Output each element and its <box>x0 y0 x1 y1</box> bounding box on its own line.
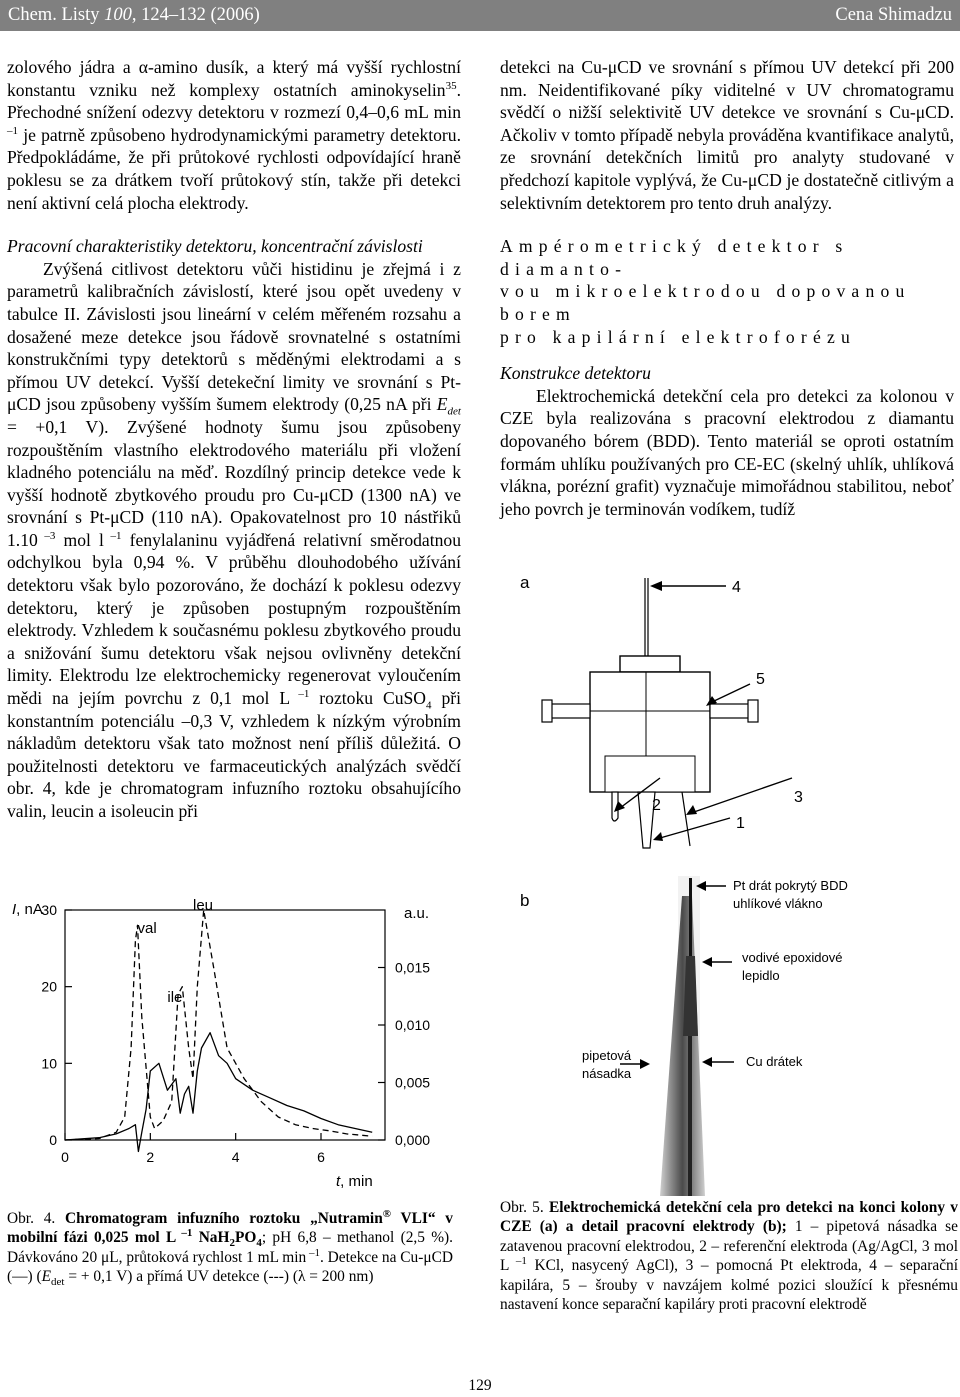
right-paragraph-1: detekci na Cu-μCD ve srovnání s přímou UV detekcí při 200 nm. Neidentifikované píky viditelné v UV chromatogramu svědčí o nižší selektivitě UV detekce ve srovnání s Cu-μCD. Ačkoliv v tomto případě nebyla prováděna kvantifikace analytů, ze srovnání detekčních limitů pro analyty studované v předchozí kapitole vyplývá, že Cu-μCD je dostatečně citlivým a selektivním detektorem pro tento druh analýzy. <box>500 57 954 213</box>
screw-right <box>710 704 750 718</box>
series-layer <box>65 910 372 1152</box>
screw-left <box>550 704 590 718</box>
callout-carbon-fiber: uhlíkové vlákno <box>733 896 823 911</box>
y2-tick-label-1: 0,005 <box>395 1074 431 1091</box>
callout-4: 4 <box>732 579 741 596</box>
figure-5b-electrode-detail <box>500 866 960 1196</box>
electrolyte-reservoir <box>605 756 695 792</box>
axis-ticks <box>41 902 430 1165</box>
x-tick-label-1: 2 <box>146 1149 155 1165</box>
callout-pipette-line1: pipetová <box>582 1048 632 1063</box>
x-tick-label-3: 6 <box>317 1149 325 1165</box>
panel-b-label: b <box>520 891 530 910</box>
y2-tick-label-0: 0,000 <box>395 1132 431 1148</box>
journal-reference: Chem. Listy 100, 124–132 (2006) <box>8 5 260 25</box>
auxiliary-electrode <box>682 792 690 846</box>
callout-epoxy-line1: vodivé epoxidové <box>742 950 843 965</box>
figure-4-chromatogram <box>0 880 460 1200</box>
page-number: 129 <box>468 1377 492 1394</box>
callout-pipette-line2: násadka <box>582 1066 632 1081</box>
left-paragraph-1: zolového jádra a α-amino dusík, a který má vyšší rychlostní konstantu vzniku než komplexy ostatních aminokyselin$^{35}$. Přechodné snížení odezvy detektoru v rozmezí 0,4–0,6 mL min $^{-1}$ je patrně způsobeno hydrodynamickými parametry detektoru. Předpokládáme, že při průtokové rychlosti odpovídající hraně poklesu se za drátkem tvoří průtokový stín, takže při detekci není aktivní celá plocha elektrody. <box>7 57 461 213</box>
y2-tick-label-3: 0,015 <box>395 959 431 976</box>
x-tick-label-0: 0 <box>61 1149 69 1165</box>
left-column <box>7 56 461 823</box>
page-header <box>0 0 960 31</box>
peak-annotations <box>138 897 213 1006</box>
subsection-heading-2: Konstrukce detektoru <box>500 363 651 384</box>
callout-2: 2 <box>652 797 661 814</box>
y-tick-label-0: 0 <box>49 1132 57 1148</box>
pt-wire-bdd <box>689 878 692 958</box>
panel-a-label: a <box>520 573 530 592</box>
callout-5: 5 <box>756 671 765 688</box>
y-tick-label-3: 30 <box>41 902 57 918</box>
x-axis-label: t, min <box>336 1173 373 1190</box>
y2-axis-label: a.u. <box>404 905 430 922</box>
peak-label-ile: ile <box>167 989 183 1006</box>
right-column <box>500 56 954 520</box>
cell-top-block <box>620 656 680 672</box>
peak-label-leu: leu <box>193 897 214 914</box>
cu-wire <box>688 1036 692 1196</box>
plot-area-frame <box>65 910 385 1140</box>
y-axis-label: I, nA <box>12 901 43 918</box>
subsection-heading: Pracovní charakteristiky detektoru, koncentrační závislosti <box>7 236 423 257</box>
y2-tick-label-2: 0,010 <box>395 1017 431 1033</box>
callout-cu-wire: Cu drátek <box>746 1054 803 1069</box>
y-tick-label-1: 10 <box>41 1055 57 1072</box>
figure-5a-detection-cell <box>500 556 960 856</box>
peak-label-val: val <box>137 920 157 937</box>
x-tick-label-2: 4 <box>231 1149 240 1165</box>
callout-1: 1 <box>736 815 745 832</box>
callout-pt-wire: Pt drát pokrytý BDD <box>733 878 848 893</box>
left-paragraph-2: Zvýšená citlivost detektoru vůči histidinu je zřejmá i z parametrů kalibračních závislostí, které jsou opět uvedeny v tabulce II. Závislosti jsou lineární v celém měřeném rozsahu a dosažené meze detekce jsou řádově srovnatelné s ostatními konstrukčními typy detektorů s měděnými elektrodami a s přímou UV detekcí. Vyšší detekeční limity ve srovnání s Pt-μCD jsou způsobeny vyšším šumem elektrody (0,25 nA při $E_{det} = +0,1$ V). Zvýšené hodnoty šumu jsou způsobeny rozpouštěním vlastního elektrodového materiálu při vložení kladného potenciálu na měď. Rozdílný princip detekce vede k vyšší hodnotě zbytkového proudu pro Cu-μCD (1300 nA) ve srovnání s Pt-μCD (110 nA). Opakovatelnost pro 10 nástřiků 1.10 $^{-3}$ mol l $^{-1}$ fenylalaninu vyjádřená relativní směrodatnou odchylkou byla 0,94 %. V průběhu dlouhodobého užívání detektoru však bylo pozorováno, že dochází k poklesu odezvy detektoru, který je způsoben postupným rozpouštěním elektrody. Vzhledem k současnému poklesu zbytkového proudu a snižování šumu detektoru však nejsou ovlivněny detekční limity. Elektrodu lze elektrochemicky regenerovat vyloučením mědi na jejím povrchu z 0,1 mol L $^{-1}$ roztoku CuSO$_4$ při konstantním potenciálu –0,3 V, vzhledem k nízkým výrobním nákladům detektoru však tato možnost není příliš důležitá. O použitelnosti detektoru ve farmaceutických analýzách svědčí obr. 4, kde je chromatogram infuzního roztoku obsahujícího valin, leucin a isoleucin při <box>7 258 461 821</box>
callout-epoxy-line2: lepidlo <box>742 968 780 983</box>
figure-4-caption: Obr. 4. Chromatogram infuzního roztoku „Nutramin® VLI“ v mobilní fázi 0,025 mol L $^{-1}$ $NaH_2PO_4$; pH 6,8 – methanol (2,5 %). Dávkováno 20 μL, průtoková rychlost 1 mL min $^{-1}$. Detekce na Cu-μCD (—) ($E_{det}$ = + 0,1 V) a přímá UV detekce (---) (λ = 200 nm) <box>7 1207 454 1289</box>
y-tick-label-2: 20 <box>41 978 57 995</box>
series-dashed-line <box>65 910 372 1140</box>
right-paragraph-2: Elektrochemická detekční cela pro detekci za kolonou v CZE byla realizována s pracovní elektrodou z diamantu dopovaného bórem (BDD). Tento materiál se oproti ostatním formám uhlíku používaných pro CE-EC (skelný uhlík, uhlíková vlákna, porézní grafit) vyznačuje mimořádnou stabilitou, neboť jeho povrch je terminován vodíkem, tudíž <box>500 385 954 519</box>
header-author: Cena Shimadzu <box>835 5 952 25</box>
section-heading: Ampérometrický detektor s diamanto- vou mikroelektrodou dopovanou borem pro kapilární elektroforézu <box>500 236 911 347</box>
callout-3: 3 <box>794 789 803 806</box>
series-solid-line <box>65 1033 372 1152</box>
figure-5-caption: Obr. 5. Elektrochemická detekční cela pro detekci na konci kolony v CZE (a) a detail pracovní elektrody (b); 1 – pipetová násadka se zatavenou pracovní elektrodou, 2 – referenční elektroda (Ag/AgCl, 3 mol L $^{-1}$ KCl, nasycený AgCl), 3 – pomocná Pt elektroda, 4 – separační kapilára, 5 – šrouby v navzájem kolmé pozici sloužící k přesnému nastavení konce separační kapiláry proti pracovní elektrodě <box>500 1199 959 1314</box>
